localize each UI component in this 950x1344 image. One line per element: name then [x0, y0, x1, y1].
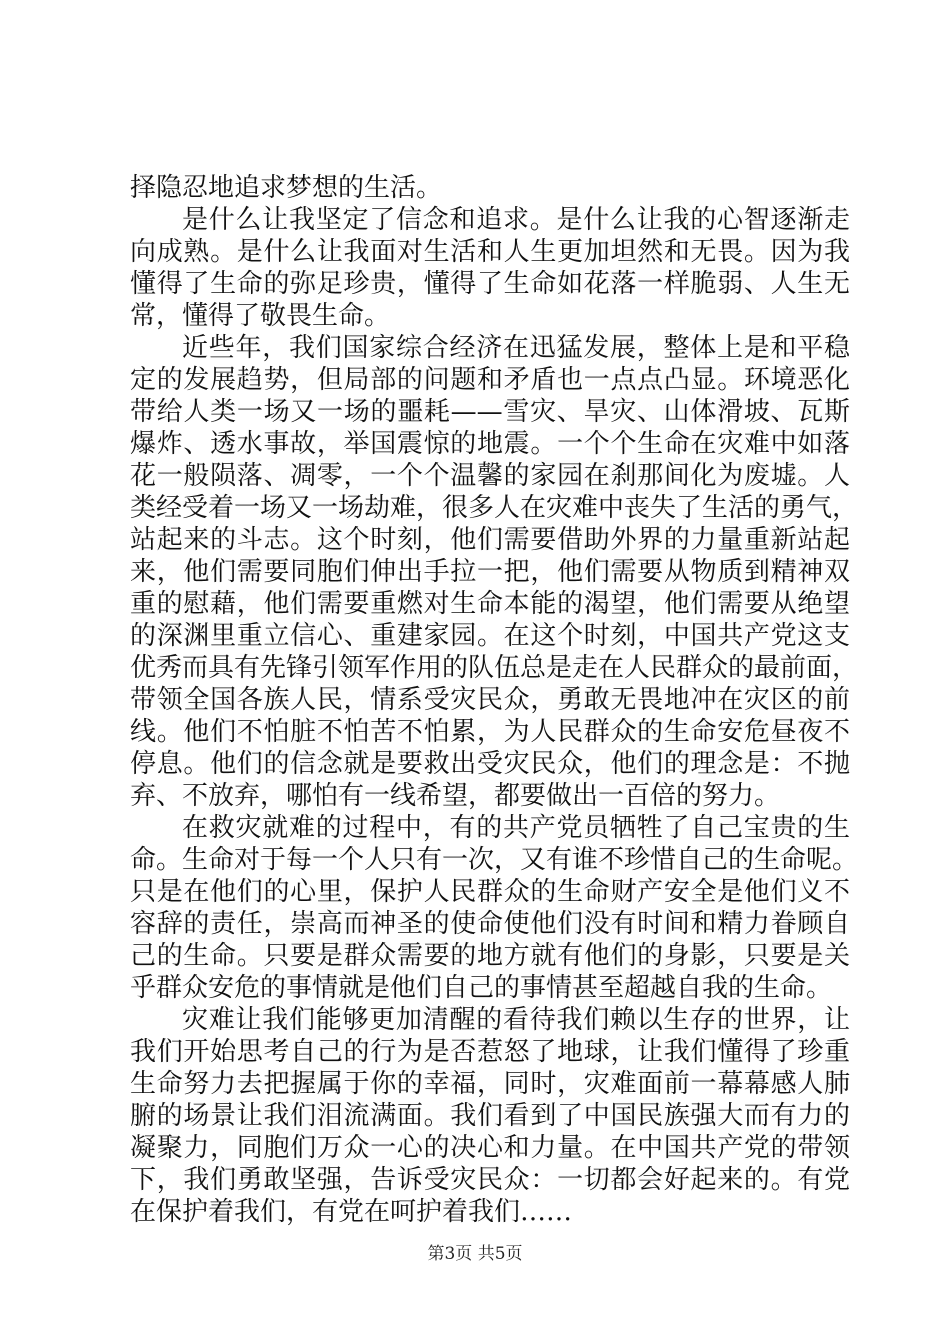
text-line: 是什么让我坚定了信念和追求。是什么让我的心智逐渐走: [182, 205, 850, 235]
text-line: 花一般陨落、凋零，一个个温馨的家园在刹那间化为废墟。人: [130, 461, 850, 491]
text-line: 命。生命对于每一个人只有一次，又有谁不珍惜自己的生命呢。: [130, 845, 859, 875]
text-line: 常，懂得了敬畏生命。: [130, 301, 391, 331]
text-line: 腑的场景让我们泪流满面。我们看到了中国民族强大而有力的: [130, 1101, 850, 1131]
text-line: 停息。他们的信念就是要救出受灾民众，他们的理念是：不抛: [130, 749, 850, 779]
page-number-footer: 第3页 共5页: [427, 1244, 523, 1264]
text-line: 己的生命。只要是群众需要的地方就有他们的身影，只要是关: [130, 941, 850, 971]
text-line: 乎群众安危的事情就是他们自己的事情甚至超越自我的生命。: [130, 973, 833, 1003]
paragraph-4: [130, 812, 859, 1004]
text-line: 灾难让我们能够更加清醒的看待我们赖以生存的世界，让: [182, 1005, 850, 1035]
text-line: 容辞的责任，崇高而神圣的使命使他们没有时间和精力眷顾自: [130, 909, 850, 939]
text-line: 重的慰藉，他们需要重燃对生命本能的渴望，他们需要从绝望: [130, 589, 850, 619]
paragraph-3: [130, 332, 859, 812]
text-line: 在救灾就难的过程中，有的共产党员牺牲了自己宝贵的生: [182, 813, 850, 843]
text-line: 近些年，我们国家综合经济在迅猛发展，整体上是和平稳: [182, 333, 850, 363]
text-line: 择隐忍地追求梦想的生活。: [130, 173, 443, 203]
text-line: 懂得了生命的弥足珍贵，懂得了生命如花落一样脆弱、人生无: [130, 269, 850, 299]
text-line: 向成熟。是什么让我面对生活和人生更加坦然和无畏。因为我: [130, 237, 850, 267]
document-body: [130, 172, 859, 1228]
text-line: 来，他们需要同胞们伸出手拉一把，他们需要从物质到精神双: [130, 557, 850, 587]
text-line: 带给人类一场又一场的噩耗——雪灾、旱灾、山体滑坡、瓦斯: [130, 397, 850, 427]
text-line: 爆炸、透水事故，举国震惊的地震。一个个生命在灾难中如落: [130, 429, 850, 459]
text-line: 凝聚力，同胞们万众一心的决心和力量。在中国共产党的带领: [130, 1133, 850, 1163]
text-line: 只是在他们的心里，保护人民群众的生命财产安全是他们义不: [130, 877, 850, 907]
text-line: 生命努力去把握属于你的幸福，同时，灾难面前一幕幕感人肺: [130, 1069, 850, 1099]
text-line: 下，我们勇敢坚强，告诉受灾民众：一切都会好起来的。有党: [130, 1165, 850, 1195]
paragraph-2: [130, 204, 850, 332]
text-line: 定的发展趋势，但局部的问题和矛盾也一点点凸显。环境恶化: [130, 365, 850, 395]
paragraph-5: [130, 1004, 850, 1228]
text-line: 我们开始思考自己的行为是否惹怒了地球，让我们懂得了珍重: [130, 1037, 850, 1067]
text-line: 优秀而具有先锋引领军作用的队伍总是走在人民群众的最前面，: [130, 653, 859, 683]
text-line: 在保护着我们，有党在呵护着我们……: [130, 1197, 573, 1227]
text-line: 站起来的斗志。这个时刻，他们需要借助外界的力量重新站起: [130, 525, 850, 555]
text-line: 线。他们不怕脏不怕苦不怕累，为人民群众的生命安危昼夜不: [130, 717, 850, 747]
text-line: 的深渊里重立信心、重建家园。在这个时刻，中国共产党这支: [130, 621, 850, 651]
text-line: 弃、不放弃，哪怕有一线希望，都要做出一百倍的努力。: [130, 781, 781, 811]
text-line: 类经受着一场又一场劫难，很多人在灾难中丧失了生活的勇气，: [130, 493, 859, 523]
text-line: 带领全国各族人民，情系受灾民众，勇敢无畏地冲在灾区的前: [130, 685, 850, 715]
paragraph-1: [130, 172, 850, 204]
